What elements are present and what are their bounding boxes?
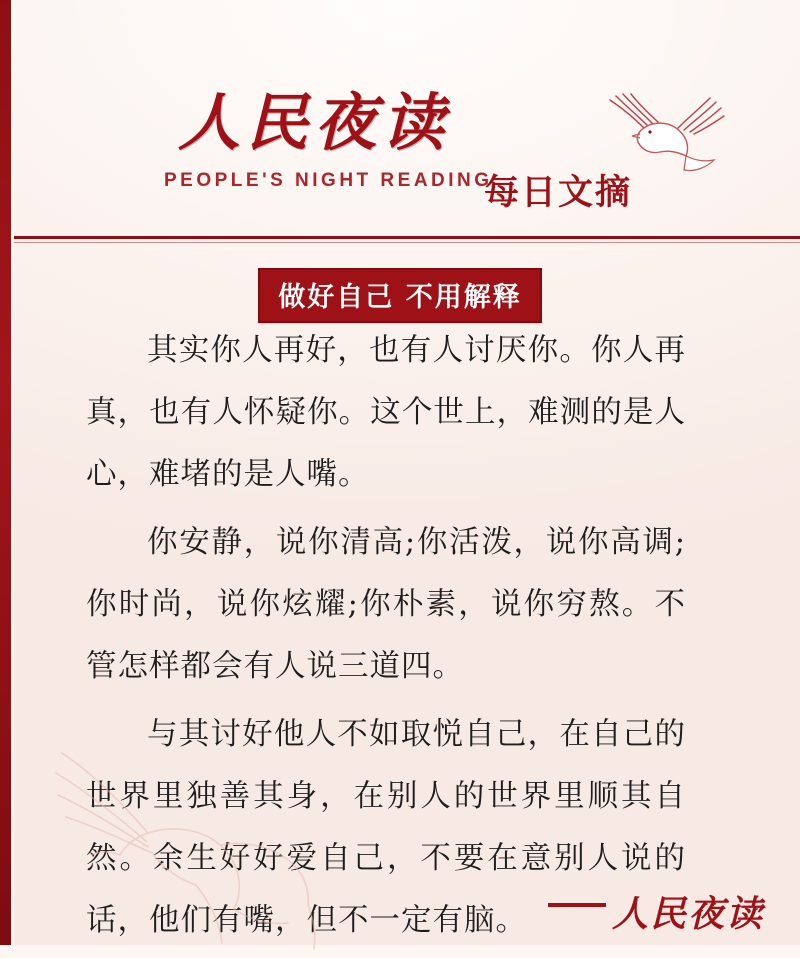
brand-title-en: PEOPLE'S NIGHT READING — [164, 170, 493, 191]
signature-text: 人民夜读 — [611, 893, 764, 935]
paragraph: 与其讨好他人不如取悦自己，在自己的世界里独善其身，在别人的世界里顺其自然。余生好好爱自己，不要在意别人说的话，他们有嘴，但不一定有脑。 — [86, 717, 686, 938]
header-divider-thin — [14, 242, 800, 243]
dove-watermark-icon — [52, 733, 342, 953]
signature — [548, 886, 764, 937]
dove-icon — [590, 88, 730, 178]
article-title-banner — [0, 268, 800, 323]
paragraph: 你安静，说你清高;你活泼，说你高调;你时尚，说你炫耀;你朴素，说你穷熬。不管怎样都会有人说三道四。 — [86, 525, 686, 684]
poster-header — [14, 0, 800, 238]
left-red-band — [0, 0, 11, 945]
brand-title-cn: 人民夜读 — [177, 86, 450, 159]
signature-dash — [548, 903, 606, 907]
paragraph: 其实你人再好，也有人讨厌你。你人再真，也有人怀疑你。这个世上，难测的是人心，难堵的是人嘴。 — [86, 333, 686, 492]
article-title: 做好自己 不用解释 — [258, 268, 541, 323]
header-divider-thick — [14, 236, 800, 239]
brand-logo — [164, 86, 493, 192]
daily-digest-label: 每日文摘 — [484, 172, 633, 213]
